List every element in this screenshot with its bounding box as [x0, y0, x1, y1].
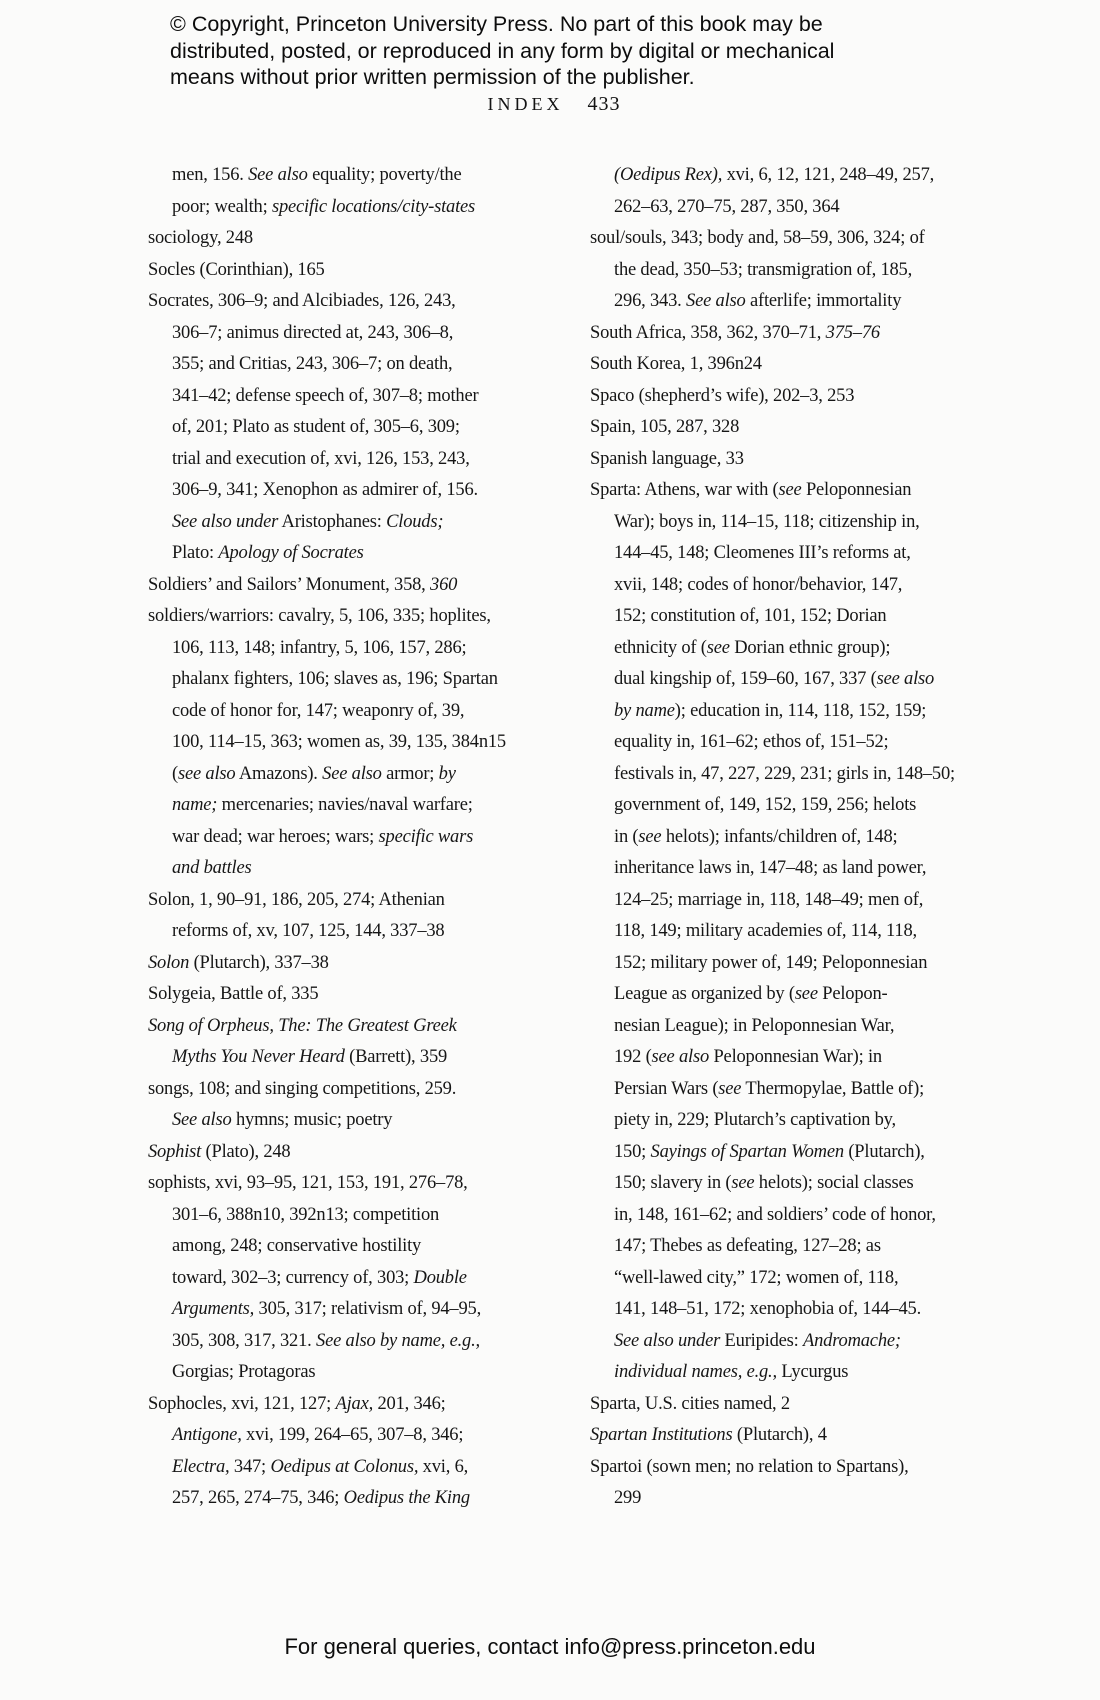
index-line: nesian League); in Peloponnesian War, — [614, 1015, 895, 1036]
index-entry — [590, 444, 1020, 476]
index-entry — [148, 979, 578, 1011]
index-entry — [590, 318, 1020, 350]
copyright-line-3: means without prior written permission of the publisher. — [170, 65, 695, 89]
index-line: men, 156. See also equality; poverty/the — [172, 165, 462, 185]
page-footer — [0, 1634, 1100, 1660]
index-line: among, 248; conservative hostility — [172, 1236, 422, 1256]
index-line: 141, 148–51, 172; xenophobia of, 144–45. — [614, 1299, 921, 1319]
index-line: sophists, xvi, 93–95, 121, 153, 191, 276–78, — [148, 1173, 468, 1193]
index-line: 144–45, 148; Cleomenes III’s reforms at, — [614, 543, 911, 563]
index-line: Sophist (Plato), 248 — [148, 1141, 291, 1162]
index-line: 150; Sayings of Spartan Women (Plutarch), — [614, 1141, 925, 1162]
index-line: Antigone, xvi, 199, 264–65, 307–8, 346; — [172, 1425, 464, 1445]
index-entry — [148, 223, 578, 255]
index-line: equality in, 161–62; ethos of, 151–52; — [614, 732, 889, 752]
index-line: xvii, 148; codes of honor/behavior, 147, — [614, 574, 903, 595]
index-line: the dead, 350–53; transmigration of, 185, — [614, 259, 913, 280]
index-entry — [590, 223, 1020, 318]
index-entry — [590, 349, 1020, 381]
index-line: 192 (see also Peloponnesian War); in — [614, 1047, 882, 1067]
index-line: dual kingship of, 159–60, 167, 337 (see also — [614, 669, 935, 689]
index-entry — [148, 948, 578, 980]
index-entry — [148, 1011, 578, 1074]
index-line: phalanx fighters, 106; slaves as, 196; Spartan — [172, 669, 498, 689]
index-line: 306–7; animus directed at, 243, 306–8, — [172, 322, 454, 343]
index-line: 100, 114–15, 363; women as, 39, 135, 384n15 — [172, 732, 506, 752]
index-line: soldiers/warriors: cavalry, 5, 106, 335; hoplites, — [148, 606, 491, 626]
index-line: (see also Amazons). See also armor; by — [172, 763, 456, 784]
index-line: Spartoi (sown men; no relation to Spartans), — [590, 1456, 909, 1477]
footer-text: For general queries, contact info@press.princeton.edu — [284, 1634, 816, 1659]
index-entry — [590, 1389, 1020, 1421]
index-line: 147; Thebes as defeating, 127–28; as — [614, 1236, 881, 1256]
index-line: Soldiers’ and Sailors’ Monument, 358, 360 — [148, 574, 458, 595]
index-line: ethnicity of (see Dorian ethnic group); — [614, 637, 891, 658]
index-line: See also under Euripides: Andromache; — [614, 1330, 901, 1351]
index-line: in (see helots); infants/children of, 148; — [614, 826, 898, 847]
index-line: See also under Aristophanes: Clouds; — [172, 511, 444, 532]
index-line: soul/souls, 343; body and, 58–59, 306, 324; of — [590, 228, 925, 248]
index-line: Spartan Institutions (Plutarch), 4 — [590, 1425, 827, 1445]
index-line: government of, 149, 152, 159, 256; helots — [614, 795, 917, 815]
index-entry — [148, 1389, 578, 1515]
index-line: 150; slavery in (see helots); social classes — [614, 1173, 914, 1193]
index-entry — [590, 475, 1020, 1389]
index-line: See also hymns; music; poetry — [172, 1110, 393, 1130]
index-line: 305, 308, 317, 321. See also by name, e.g., — [172, 1330, 480, 1351]
index-line: 301–6, 388n10, 392n13; competition — [172, 1204, 440, 1225]
index-line: toward, 302–3; currency of, 303; Double — [172, 1267, 467, 1288]
index-line: trial and execution of, xvi, 126, 153, 243, — [172, 448, 470, 469]
index-line: South Korea, 1, 396n24 — [590, 354, 762, 374]
index-entry — [148, 1074, 578, 1137]
index-line: 106, 113, 148; infantry, 5, 106, 157, 286; — [172, 637, 467, 658]
running-head — [148, 93, 960, 116]
index-column-right — [590, 160, 1020, 1515]
index-entry — [148, 286, 578, 570]
index-entry — [590, 160, 1020, 223]
index-line: 306–9, 341; Xenophon as admirer of, 156. — [172, 480, 478, 500]
index-line: of, 201; Plato as student of, 305–6, 309; — [172, 417, 460, 437]
index-line: 341–42; defense speech of, 307–8; mother — [172, 385, 479, 406]
index-line: 355; and Critias, 243, 306–7; on death, — [172, 354, 453, 374]
index-line: Socles (Corinthian), 165 — [148, 259, 325, 280]
index-line: 262–63, 270–75, 287, 350, 364 — [614, 196, 840, 217]
index-entry — [148, 1168, 578, 1389]
index-line: war dead; war heroes; wars; specific wars — [172, 826, 474, 847]
index-line: “well-lawed city,” 172; women of, 118, — [614, 1267, 899, 1288]
index-line: individual names, e.g., Lycurgus — [614, 1362, 849, 1382]
index-line: Myths You Never Heard (Barrett), 359 — [172, 1047, 448, 1067]
index-line: 257, 265, 274–75, 346; Oedipus the King — [172, 1488, 470, 1508]
index-entry — [590, 381, 1020, 413]
index-line: sociology, 248 — [148, 228, 253, 248]
index-line: Socrates, 306–9; and Alcibiades, 126, 243, — [148, 291, 456, 311]
index-line: War); boys in, 114–15, 118; citizenship in, — [614, 511, 920, 532]
index-line: Song of Orpheus, The: The Greatest Greek — [148, 1015, 457, 1036]
index-line: 124–25; marriage in, 118, 148–49; men of, — [614, 889, 924, 910]
index-column-left — [148, 160, 578, 1515]
index-line: code of honor for, 147; weaponry of, 39, — [172, 700, 465, 721]
index-line: Spanish language, 33 — [590, 448, 744, 469]
index-entry — [148, 885, 578, 948]
index-line: League as organized by (see Pelopon- — [614, 984, 888, 1004]
index-line: reforms of, xv, 107, 125, 144, 337–38 — [172, 921, 445, 941]
index-line: Spain, 105, 287, 328 — [590, 417, 740, 437]
index-line: 299 — [614, 1488, 642, 1508]
index-line: South Africa, 358, 362, 370–71, 375–76 — [590, 322, 880, 343]
index-line: songs, 108; and singing competitions, 259. — [148, 1078, 457, 1099]
copyright-notice — [170, 11, 834, 91]
page-number: 433 — [587, 93, 621, 115]
index-line: by name); education in, 114, 118, 152, 159; — [614, 700, 927, 721]
copyright-line-1: © Copyright, Princeton University Press. No part of this book may be — [170, 12, 823, 36]
index-entry — [148, 570, 578, 602]
index-entry — [148, 160, 578, 223]
index-line: Gorgias; Protagoras — [172, 1362, 316, 1382]
index-line: name; mercenaries; navies/naval warfare; — [172, 795, 473, 815]
index-line: Spaco (shepherd’s wife), 202–3, 253 — [590, 385, 855, 406]
index-entry — [590, 1452, 1020, 1515]
copyright-line-2: distributed, posted, or reproduced in any form by digital or mechanical — [170, 38, 835, 63]
index-line: Sparta, U.S. cities named, 2 — [590, 1393, 790, 1414]
index-line: in, 148, 161–62; and soldiers’ code of honor, — [614, 1204, 936, 1225]
index-line: 152; military power of, 149; Peloponnesian — [614, 952, 928, 973]
index-line: piety in, 229; Plutarch’s captivation by, — [614, 1110, 896, 1130]
index-line: Sophocles, xvi, 121, 127; Ajax, 201, 346; — [148, 1393, 446, 1414]
index-entry — [148, 601, 578, 885]
index-line: (Oedipus Rex), xvi, 6, 12, 121, 248–49, 257, — [614, 165, 935, 185]
index-entry — [148, 1137, 578, 1169]
index-line: 152; constitution of, 101, 152; Dorian — [614, 606, 887, 626]
index-line: 118, 149; military academies of, 114, 118, — [614, 921, 917, 941]
index-entry — [148, 255, 578, 287]
index-line: and battles — [172, 858, 252, 878]
index-line: poor; wealth; specific locations/city-states — [172, 196, 476, 217]
index-line: festivals in, 47, 227, 229, 231; girls in, 148–50; — [614, 763, 955, 784]
index-line: Persian Wars (see Thermopylae, Battle of); — [614, 1078, 925, 1099]
index-line: inheritance laws in, 147–48; as land power, — [614, 858, 927, 878]
index-line: Arguments, 305, 317; relativism of, 94–95, — [172, 1299, 481, 1319]
index-line: Electra, 347; Oedipus at Colonus, xvi, 6, — [172, 1456, 469, 1477]
index-line: Plato: Apology of Socrates — [172, 543, 364, 563]
index-line: 296, 343. See also afterlife; immortality — [614, 291, 902, 311]
index-line: Solygeia, Battle of, 335 — [148, 984, 319, 1004]
index-entry — [590, 412, 1020, 444]
index-line: Solon (Plutarch), 337–38 — [148, 952, 329, 973]
index-entry — [590, 1420, 1020, 1452]
index-line: Sparta: Athens, war with (see Peloponnesian — [590, 480, 912, 500]
index-heading: INDEX — [487, 94, 564, 114]
index-line: Solon, 1, 90–91, 186, 205, 274; Athenian — [148, 889, 445, 910]
